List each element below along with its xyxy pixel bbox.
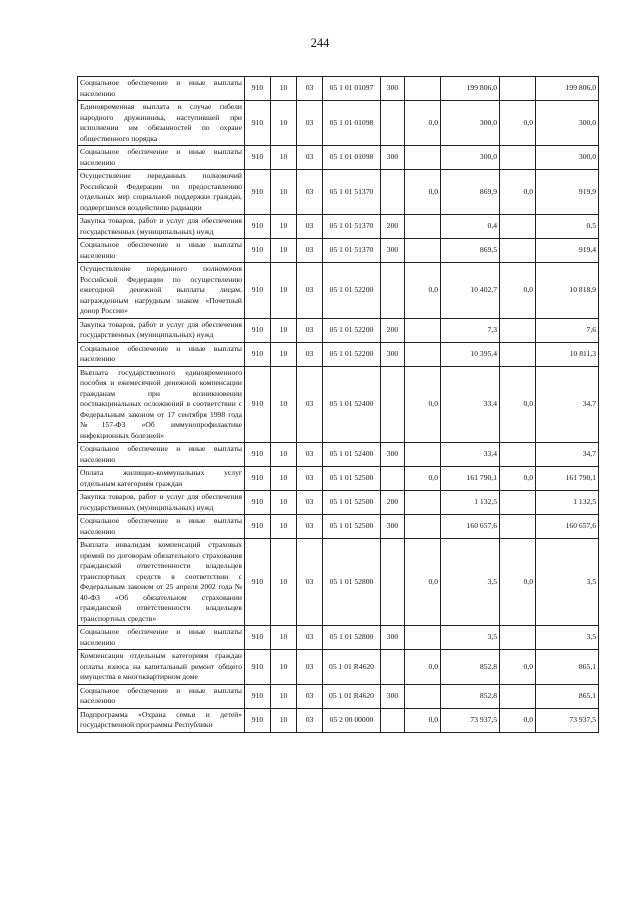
row-amount-2: 852,8 xyxy=(441,650,500,685)
row-amount-2: 300,0 xyxy=(441,101,500,146)
row-section-code: 10 xyxy=(271,366,297,443)
row-description: Социальное обеспечение и иные выплаты населению xyxy=(78,77,245,101)
row-amount-3 xyxy=(500,77,536,101)
row-section-code: 10 xyxy=(271,539,297,626)
row-target-article-code: 05 1 01 52400 xyxy=(323,443,381,467)
row-amount-2: 161 790,1 xyxy=(441,467,500,491)
row-amount-3 xyxy=(500,515,536,539)
row-description: Социальное обеспечение и иные выплаты населению xyxy=(78,443,245,467)
row-description: Социальное обеспечение и иные выплаты населению xyxy=(78,684,245,708)
row-amount-2: 33,4 xyxy=(441,366,500,443)
row-ved-code: 910 xyxy=(245,650,271,685)
row-description: Социальное обеспечение и иные выплаты населению xyxy=(78,342,245,366)
table-row xyxy=(78,708,599,732)
row-amount-4: 73 937,5 xyxy=(536,708,599,732)
row-expense-type-code: 200 xyxy=(381,215,405,239)
row-amount-4: 7,6 xyxy=(536,318,599,342)
row-expense-type-code: 300 xyxy=(381,342,405,366)
row-amount-4: 161 790,1 xyxy=(536,467,599,491)
row-amount-4: 34,7 xyxy=(536,443,599,467)
table-row xyxy=(78,239,599,263)
row-description: Осуществление переданного полномочия Российской Федерации по осуществлению ежегодной денежной выплаты лицам, награжденным нагрудным знаком «Почетный донор России» xyxy=(78,263,245,319)
row-target-article-code: 05 1 01 52500 xyxy=(323,467,381,491)
row-expense-type-code: 200 xyxy=(381,491,405,515)
row-section-code: 10 xyxy=(271,215,297,239)
row-amount-3 xyxy=(500,342,536,366)
row-ved-code: 910 xyxy=(245,77,271,101)
row-ved-code: 910 xyxy=(245,491,271,515)
row-ved-code: 910 xyxy=(245,443,271,467)
table-row xyxy=(78,318,599,342)
row-amount-3 xyxy=(500,626,536,650)
row-amount-2: 73 937,5 xyxy=(441,708,500,732)
row-target-article-code: 05 1 01 01098 xyxy=(323,101,381,146)
row-amount-1: 0,0 xyxy=(405,263,441,319)
row-amount-2: 33,4 xyxy=(441,443,500,467)
row-ved-code: 910 xyxy=(245,263,271,319)
row-section-code: 10 xyxy=(271,515,297,539)
row-section-code: 10 xyxy=(271,491,297,515)
row-expense-type-code xyxy=(381,366,405,443)
table-row xyxy=(78,539,599,626)
row-expense-type-code: 300 xyxy=(381,443,405,467)
row-amount-3 xyxy=(500,239,536,263)
row-target-article-code: 05 1 01 01098 xyxy=(323,146,381,170)
row-amount-1 xyxy=(405,318,441,342)
row-amount-4: 865,1 xyxy=(536,650,599,685)
row-section-code: 10 xyxy=(271,318,297,342)
row-amount-1: 0,0 xyxy=(405,101,441,146)
row-description: Социальное обеспечение и иные выплаты населению xyxy=(78,626,245,650)
row-amount-1 xyxy=(405,239,441,263)
row-expense-type-code xyxy=(381,650,405,685)
row-subsection-code: 03 xyxy=(297,215,323,239)
row-subsection-code: 03 xyxy=(297,443,323,467)
row-target-article-code: 05 1 01 52800 xyxy=(323,626,381,650)
row-amount-1 xyxy=(405,684,441,708)
row-section-code: 10 xyxy=(271,146,297,170)
row-amount-1: 0,0 xyxy=(405,539,441,626)
row-amount-3: 0,0 xyxy=(500,101,536,146)
table-row xyxy=(78,650,599,685)
row-amount-1 xyxy=(405,491,441,515)
row-amount-4: 160 657,6 xyxy=(536,515,599,539)
row-subsection-code: 03 xyxy=(297,146,323,170)
row-amount-2: 3,5 xyxy=(441,626,500,650)
row-amount-3: 0,0 xyxy=(500,170,536,215)
row-ved-code: 910 xyxy=(245,215,271,239)
row-subsection-code: 03 xyxy=(297,239,323,263)
row-subsection-code: 03 xyxy=(297,684,323,708)
page-number: 244 xyxy=(310,36,330,50)
row-ved-code: 910 xyxy=(245,342,271,366)
row-amount-1 xyxy=(405,515,441,539)
row-expense-type-code xyxy=(381,467,405,491)
row-description: Оплата жилищно-коммунальных услуг отдельным категориям граждан xyxy=(78,467,245,491)
row-target-article-code: 05 1 01 R4620 xyxy=(323,650,381,685)
row-amount-1: 0,0 xyxy=(405,467,441,491)
row-subsection-code: 03 xyxy=(297,318,323,342)
row-subsection-code: 03 xyxy=(297,539,323,626)
table-row xyxy=(78,215,599,239)
row-amount-1: 0,0 xyxy=(405,708,441,732)
table-body xyxy=(78,77,599,733)
table-row xyxy=(78,101,599,146)
row-description: Осуществление переданных полномочий Российской Федерации по предоставлению отдельных мер социальной поддержки граждан, подвергшихся воздействию радиации xyxy=(78,170,245,215)
row-amount-1 xyxy=(405,443,441,467)
row-amount-2: 869,9 xyxy=(441,170,500,215)
row-amount-3 xyxy=(500,684,536,708)
row-amount-4: 199 806,0 xyxy=(536,77,599,101)
row-target-article-code: 05 1 01 51370 xyxy=(323,239,381,263)
row-expense-type-code xyxy=(381,101,405,146)
row-target-article-code: 05 1 01 52200 xyxy=(323,263,381,319)
row-amount-1: 0,0 xyxy=(405,170,441,215)
row-ved-code: 910 xyxy=(245,684,271,708)
row-target-article-code: 05 1 01 01097 xyxy=(323,77,381,101)
row-section-code: 10 xyxy=(271,626,297,650)
row-subsection-code: 03 xyxy=(297,77,323,101)
row-description: Закупка товаров, работ и услуг для обеспечения государственных (муниципальных) нужд xyxy=(78,491,245,515)
row-expense-type-code: 300 xyxy=(381,77,405,101)
row-amount-4: 10 818,9 xyxy=(536,263,599,319)
row-amount-3 xyxy=(500,215,536,239)
row-section-code: 10 xyxy=(271,650,297,685)
row-subsection-code: 03 xyxy=(297,101,323,146)
row-ved-code: 910 xyxy=(245,467,271,491)
row-ved-code: 910 xyxy=(245,239,271,263)
row-amount-1 xyxy=(405,342,441,366)
row-amount-2: 852,8 xyxy=(441,684,500,708)
row-amount-3 xyxy=(500,443,536,467)
row-subsection-code: 03 xyxy=(297,467,323,491)
row-section-code: 10 xyxy=(271,708,297,732)
row-amount-4: 865,1 xyxy=(536,684,599,708)
table-row xyxy=(78,467,599,491)
row-description: Выплата инвалидам компенсаций страховых премий по договорам обязательного страхования гражданской ответственности владельцев транспортных средств в соответствии с Федеральным законом от 25 апреля 2002 года № 40-ФЗ «Об обязательном страховании гражданской ответственности владельцев транспортных средств» xyxy=(78,539,245,626)
row-amount-3: 0,0 xyxy=(500,263,536,319)
row-amount-4: 1 132,5 xyxy=(536,491,599,515)
row-amount-1: 0,0 xyxy=(405,650,441,685)
row-section-code: 10 xyxy=(271,467,297,491)
row-description: Единовременная выплата в случае гибели народного дружинника, наступившей при исполнении им обязанностей по охране общественного порядка xyxy=(78,101,245,146)
row-amount-3 xyxy=(500,491,536,515)
row-subsection-code: 03 xyxy=(297,708,323,732)
row-amount-1 xyxy=(405,146,441,170)
row-amount-3: 0,0 xyxy=(500,650,536,685)
row-target-article-code: 05 1 01 52200 xyxy=(323,318,381,342)
row-expense-type-code: 300 xyxy=(381,626,405,650)
row-target-article-code: 05 1 01 52800 xyxy=(323,539,381,626)
row-expense-type-code xyxy=(381,170,405,215)
row-ved-code: 910 xyxy=(245,146,271,170)
row-expense-type-code: 300 xyxy=(381,239,405,263)
row-description: Выплата государственного единовременного пособия и ежемесячной денежной компенсации гражданам при возникновении поствакцинальных осложнений в соответствии с Федеральным законом от 17 сентября 1998 года №157-ФЗ «Об иммунопрофилактике инфекционных болезней» xyxy=(78,366,245,443)
row-amount-4: 300,0 xyxy=(536,146,599,170)
row-description: Закупка товаров, работ и услуг для обеспечения государственных (муниципальных) нужд xyxy=(78,318,245,342)
table-row xyxy=(78,443,599,467)
row-section-code: 10 xyxy=(271,342,297,366)
row-description: Социальное обеспечение и иные выплаты населению xyxy=(78,146,245,170)
row-expense-type-code xyxy=(381,539,405,626)
row-amount-1 xyxy=(405,215,441,239)
row-expense-type-code: 200 xyxy=(381,318,405,342)
row-amount-2: 0,4 xyxy=(441,215,500,239)
row-amount-4: 919,9 xyxy=(536,170,599,215)
row-target-article-code: 05 1 01 51370 xyxy=(323,215,381,239)
row-amount-2: 3,5 xyxy=(441,539,500,626)
row-subsection-code: 03 xyxy=(297,170,323,215)
row-description: Компенсация отдельным категориям граждан оплаты взноса на капитальный ремонт общего имущества в многоквартирном доме xyxy=(78,650,245,685)
row-amount-3: 0,0 xyxy=(500,539,536,626)
row-ved-code: 910 xyxy=(245,539,271,626)
row-ved-code: 910 xyxy=(245,515,271,539)
row-subsection-code: 03 xyxy=(297,366,323,443)
row-subsection-code: 03 xyxy=(297,626,323,650)
row-target-article-code: 05 2 00 00000 xyxy=(323,708,381,732)
row-description: Закупка товаров, работ и услуг для обеспечения государственных (муниципальных) нужд xyxy=(78,215,245,239)
row-section-code: 10 xyxy=(271,263,297,319)
row-description: Социальное обеспечение и иные выплаты населению xyxy=(78,239,245,263)
row-ved-code: 910 xyxy=(245,318,271,342)
budget-table xyxy=(77,76,599,733)
row-section-code: 10 xyxy=(271,239,297,263)
row-amount-2: 7,3 xyxy=(441,318,500,342)
row-ved-code: 910 xyxy=(245,170,271,215)
row-ved-code: 910 xyxy=(245,626,271,650)
row-amount-4: 919,4 xyxy=(536,239,599,263)
row-amount-2: 160 657,6 xyxy=(441,515,500,539)
row-target-article-code: 05 1 01 52500 xyxy=(323,515,381,539)
row-amount-3: 0,0 xyxy=(500,467,536,491)
row-target-article-code: 05 1 01 52400 xyxy=(323,366,381,443)
row-expense-type-code: 300 xyxy=(381,515,405,539)
row-amount-4: 3,5 xyxy=(536,539,599,626)
row-section-code: 10 xyxy=(271,101,297,146)
row-subsection-code: 03 xyxy=(297,491,323,515)
table-row xyxy=(78,170,599,215)
row-expense-type-code: 300 xyxy=(381,146,405,170)
row-amount-4: 10 811,3 xyxy=(536,342,599,366)
row-subsection-code: 03 xyxy=(297,515,323,539)
table-row xyxy=(78,515,599,539)
row-amount-4: 300,0 xyxy=(536,101,599,146)
row-expense-type-code xyxy=(381,263,405,319)
table-row xyxy=(78,626,599,650)
row-ved-code: 910 xyxy=(245,101,271,146)
row-amount-2: 10 402,7 xyxy=(441,263,500,319)
table-row xyxy=(78,684,599,708)
row-amount-2: 869,5 xyxy=(441,239,500,263)
row-expense-type-code xyxy=(381,708,405,732)
row-target-article-code: 05 1 01 51370 xyxy=(323,170,381,215)
row-ved-code: 910 xyxy=(245,708,271,732)
row-amount-1 xyxy=(405,626,441,650)
table-row xyxy=(78,263,599,319)
row-amount-2: 10 395,4 xyxy=(441,342,500,366)
row-amount-4: 34,7 xyxy=(536,366,599,443)
table-row xyxy=(78,342,599,366)
row-ved-code: 910 xyxy=(245,366,271,443)
row-amount-3 xyxy=(500,146,536,170)
row-target-article-code: 05 1 01 52500 xyxy=(323,491,381,515)
row-target-article-code: 05 1 01 R4620 xyxy=(323,684,381,708)
row-description: Социальное обеспечение и иные выплаты населению xyxy=(78,515,245,539)
row-amount-3: 0,0 xyxy=(500,708,536,732)
row-amount-4: 0,5 xyxy=(536,215,599,239)
row-amount-1: 0,0 xyxy=(405,366,441,443)
table-row xyxy=(78,366,599,443)
row-amount-1 xyxy=(405,77,441,101)
row-subsection-code: 03 xyxy=(297,650,323,685)
row-section-code: 10 xyxy=(271,170,297,215)
table-row xyxy=(78,146,599,170)
row-section-code: 10 xyxy=(271,443,297,467)
row-expense-type-code: 300 xyxy=(381,684,405,708)
row-amount-2: 199 806,0 xyxy=(441,77,500,101)
row-section-code: 10 xyxy=(271,684,297,708)
table-row xyxy=(78,491,599,515)
row-amount-4: 3,5 xyxy=(536,626,599,650)
row-amount-2: 300,0 xyxy=(441,146,500,170)
row-target-article-code: 05 1 01 52200 xyxy=(323,342,381,366)
row-section-code: 10 xyxy=(271,77,297,101)
row-description: Подпрограмма «Охрана семьи и детей» государственной программы Республики xyxy=(78,708,245,732)
row-amount-3: 0,0 xyxy=(500,366,536,443)
table-row xyxy=(78,77,599,101)
row-subsection-code: 03 xyxy=(297,263,323,319)
row-amount-2: 1 132,5 xyxy=(441,491,500,515)
row-amount-3 xyxy=(500,318,536,342)
row-subsection-code: 03 xyxy=(297,342,323,366)
